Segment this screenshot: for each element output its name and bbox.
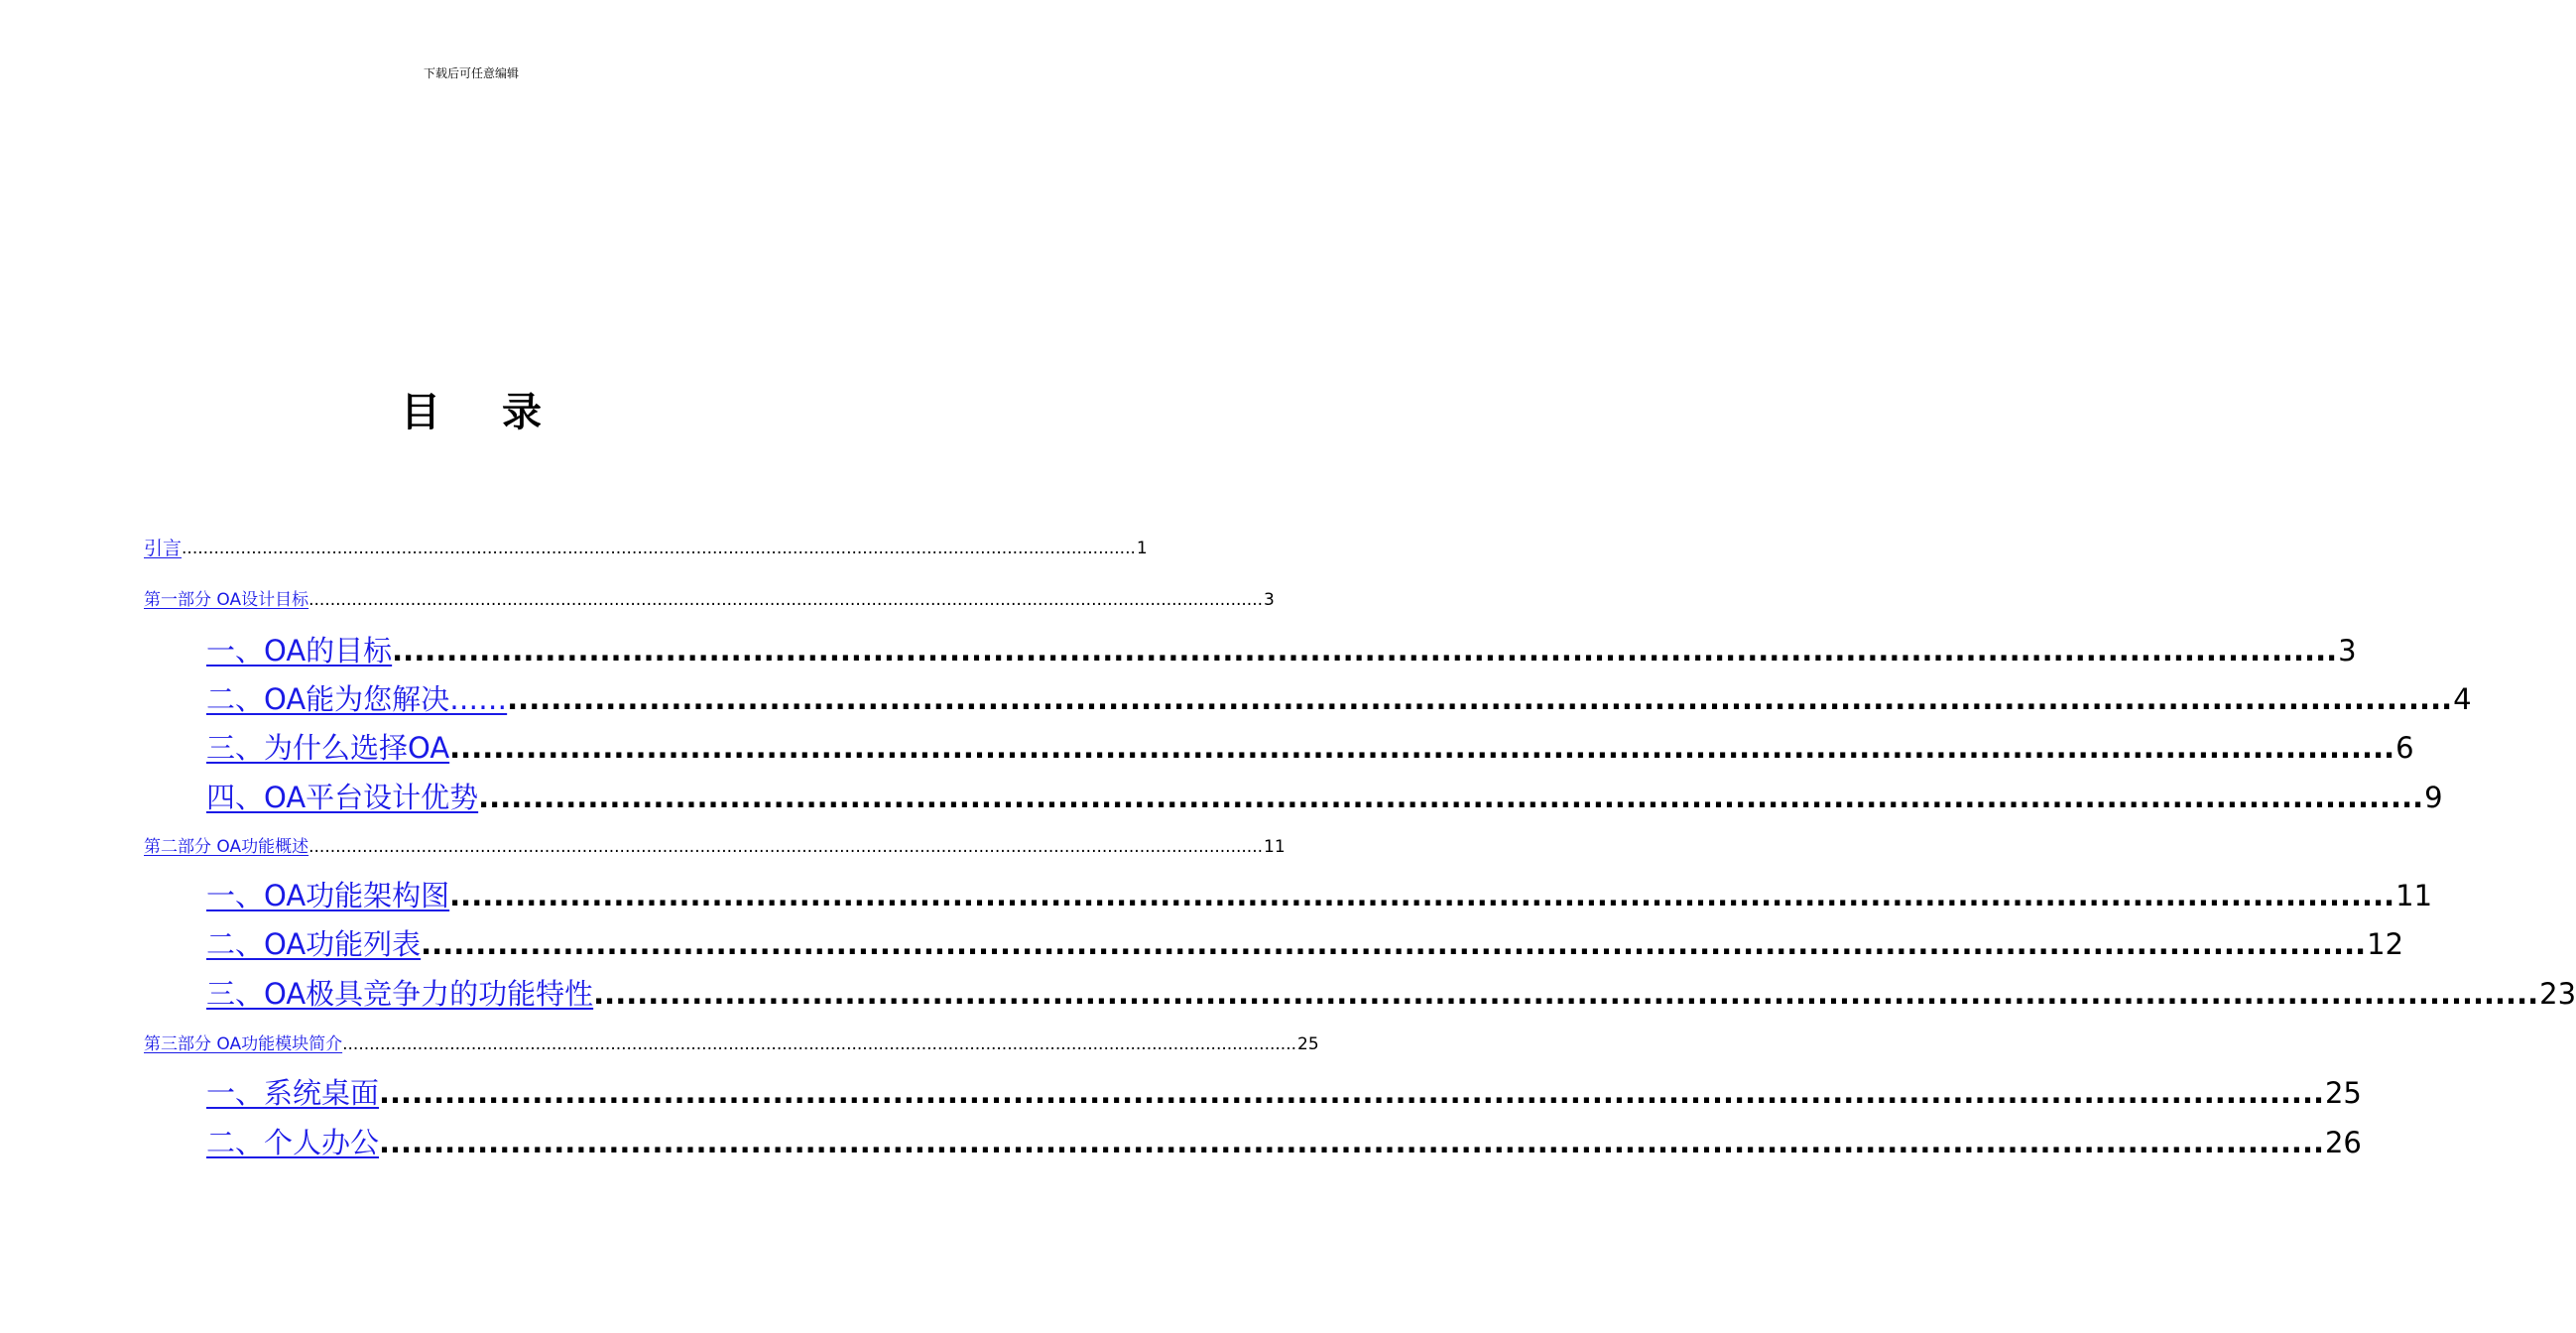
toc-entry[interactable] [206, 780, 2443, 815]
toc-entry-link[interactable]: 二、OA功能列表 [206, 927, 422, 961]
toc-page-number: 1 [1136, 539, 1148, 558]
toc-entry-link[interactable]: 一、OA功能架构图 [206, 879, 450, 912]
toc-page-number: 11 [1264, 837, 1286, 857]
toc-entry[interactable] [206, 926, 2404, 962]
toc-entry[interactable] [206, 1125, 2362, 1160]
dot-leader: .................................................................................................................................................................................. [342, 1034, 1297, 1054]
dot-leader: .................................................................................................................................................................................. [379, 1076, 2324, 1110]
toc-entry-link[interactable]: 引言 [144, 538, 183, 559]
toc-entry[interactable] [206, 681, 2472, 717]
toc-page-number: 6 [2395, 731, 2414, 765]
dot-leader: .................................................................................................................................................................................. [379, 1126, 2324, 1159]
toc-page-number: 25 [2324, 1076, 2362, 1110]
toc-page-number: 26 [2324, 1126, 2362, 1159]
toc-entry[interactable] [206, 976, 2576, 1012]
toc-entry[interactable] [144, 1033, 1319, 1055]
toc-page-number: 11 [2395, 879, 2433, 912]
dot-leader: .................................................................................................................................................................................. [478, 781, 2424, 814]
toc-entry[interactable] [144, 836, 1286, 858]
toc-entry[interactable] [144, 589, 1275, 611]
dot-leader: .................................................................................................................................................................................. [421, 927, 2367, 961]
toc-entry-link[interactable]: 三、为什么选择OA [206, 731, 450, 765]
dot-leader: .................................................................................................................................................................................. [507, 682, 2453, 716]
toc-page-number: 3 [2338, 634, 2357, 667]
toc-entry-link[interactable]: 二、OA能为您解决…… [206, 682, 508, 716]
toc-page-number: 25 [1297, 1034, 1319, 1054]
toc-entry-link[interactable]: 第三部分 OA功能模块简介 [144, 1034, 343, 1054]
toc-entry-link[interactable]: 二、个人办公 [206, 1126, 380, 1159]
toc-entry[interactable] [144, 538, 1148, 559]
dot-leader: .................................................................................................................................................................................. [182, 539, 1136, 558]
toc-entry-link[interactable]: 一、系统桌面 [206, 1076, 380, 1110]
toc-entry-link[interactable]: 一、OA的目标 [206, 634, 393, 667]
toc-page-number: 4 [2453, 682, 2472, 716]
toc-entry-link[interactable]: 第二部分 OA功能概述 [144, 837, 309, 857]
toc-page-number: 23 [2539, 977, 2576, 1011]
title-char-1: 目 [401, 390, 440, 435]
toc-entry[interactable] [206, 633, 2357, 668]
dot-leader: .................................................................................................................................................................................. [449, 879, 2395, 912]
toc-entry[interactable] [206, 1075, 2362, 1111]
toc-entry[interactable] [206, 730, 2414, 766]
document-title [0, 387, 942, 438]
title-char-2: 录 [502, 390, 542, 435]
dot-leader: .................................................................................................................................................................................. [308, 837, 1264, 857]
toc-entry-link[interactable]: 第一部分 OA设计目标 [144, 590, 309, 610]
toc-entry-link[interactable]: 三、OA极具竞争力的功能特性 [206, 977, 594, 1011]
dot-leader: .................................................................................................................................................................................. [308, 590, 1264, 610]
dot-leader: .................................................................................................................................................................................. [449, 731, 2395, 765]
toc-page-number: 9 [2424, 781, 2443, 814]
toc-entry-link[interactable]: 四、OA平台设计优势 [206, 781, 479, 814]
toc-entry[interactable] [206, 878, 2433, 913]
dot-leader: .................................................................................................................................................................................. [593, 977, 2539, 1011]
dot-leader: .................................................................................................................................................................................. [392, 634, 2338, 667]
page-header-note: 下载后可任意编辑 [423, 66, 519, 80]
toc-page-number: 12 [2367, 927, 2404, 961]
toc-page-number: 3 [1264, 590, 1275, 610]
